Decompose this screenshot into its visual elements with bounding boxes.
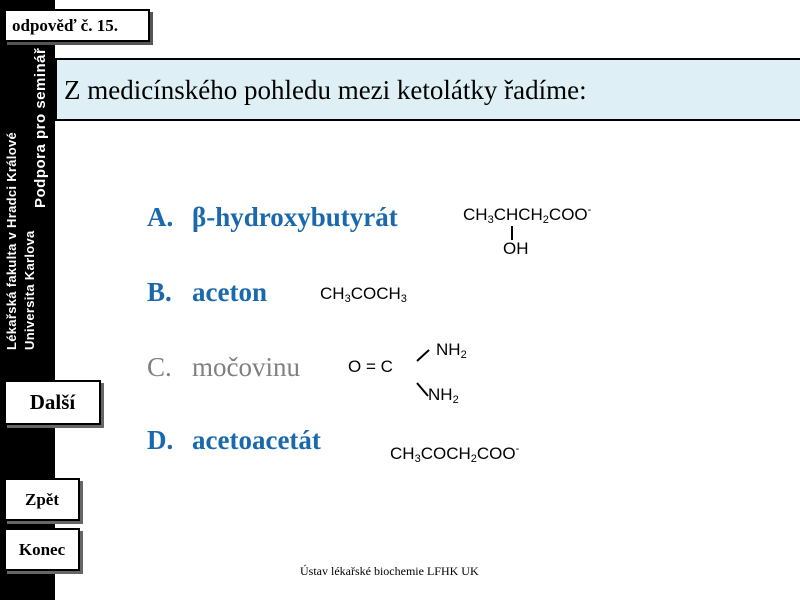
option-b[interactable] [147, 277, 267, 308]
next-button[interactable]: Další [4, 380, 101, 425]
option-c[interactable] [147, 352, 300, 383]
formula-a-hydroxyl: OH [503, 239, 529, 258]
option-c-letter: C. [147, 352, 172, 382]
formula-a-bond [511, 226, 513, 240]
formula-c-bonds [400, 340, 440, 400]
urea-bond-top [417, 350, 429, 361]
option-d[interactable] [147, 425, 321, 456]
page-title: Z medicínského pohledu mezi ketolátky řadíme: [55, 58, 800, 121]
footer-institute: Ústav lékařské biochemie LFHK UK [300, 564, 479, 578]
option-a[interactable] [147, 202, 398, 233]
formula-a: $CH_3CHCH_2COO^-$ [463, 204, 592, 226]
option-d-text: acetoacetát [192, 425, 321, 455]
option-b-letter: B. [147, 277, 172, 307]
answer-number-badge: odpověď č. 15. [4, 9, 150, 42]
urea-bond-bottom [417, 383, 428, 396]
option-a-letter: A. [147, 202, 174, 232]
option-b-text: aceton [192, 277, 267, 307]
option-c-text: močovinu [192, 352, 300, 382]
faculty-name: Lékařská fakulta v Hradci Králové [4, 131, 19, 350]
formula-c-amine-top: $NH_2$ [436, 340, 467, 361]
back-button[interactable]: Zpět [4, 478, 80, 521]
end-button[interactable]: Konec [4, 528, 80, 571]
university-name: Universita Karlova [22, 230, 37, 350]
formula-d: $CH_3COCH_2COO^-$ [390, 443, 520, 465]
formula-c-amine-bottom: $NH_2$ [428, 385, 459, 406]
formula-c-carbonyl: O = C [348, 357, 393, 376]
formula-b: $CH_3COCH_3$ [320, 284, 407, 305]
option-a-text: β-hydroxybutyrát [192, 202, 398, 232]
seminar-support-label: Podpora pro seminář [32, 47, 49, 208]
option-d-letter: D. [147, 425, 174, 455]
